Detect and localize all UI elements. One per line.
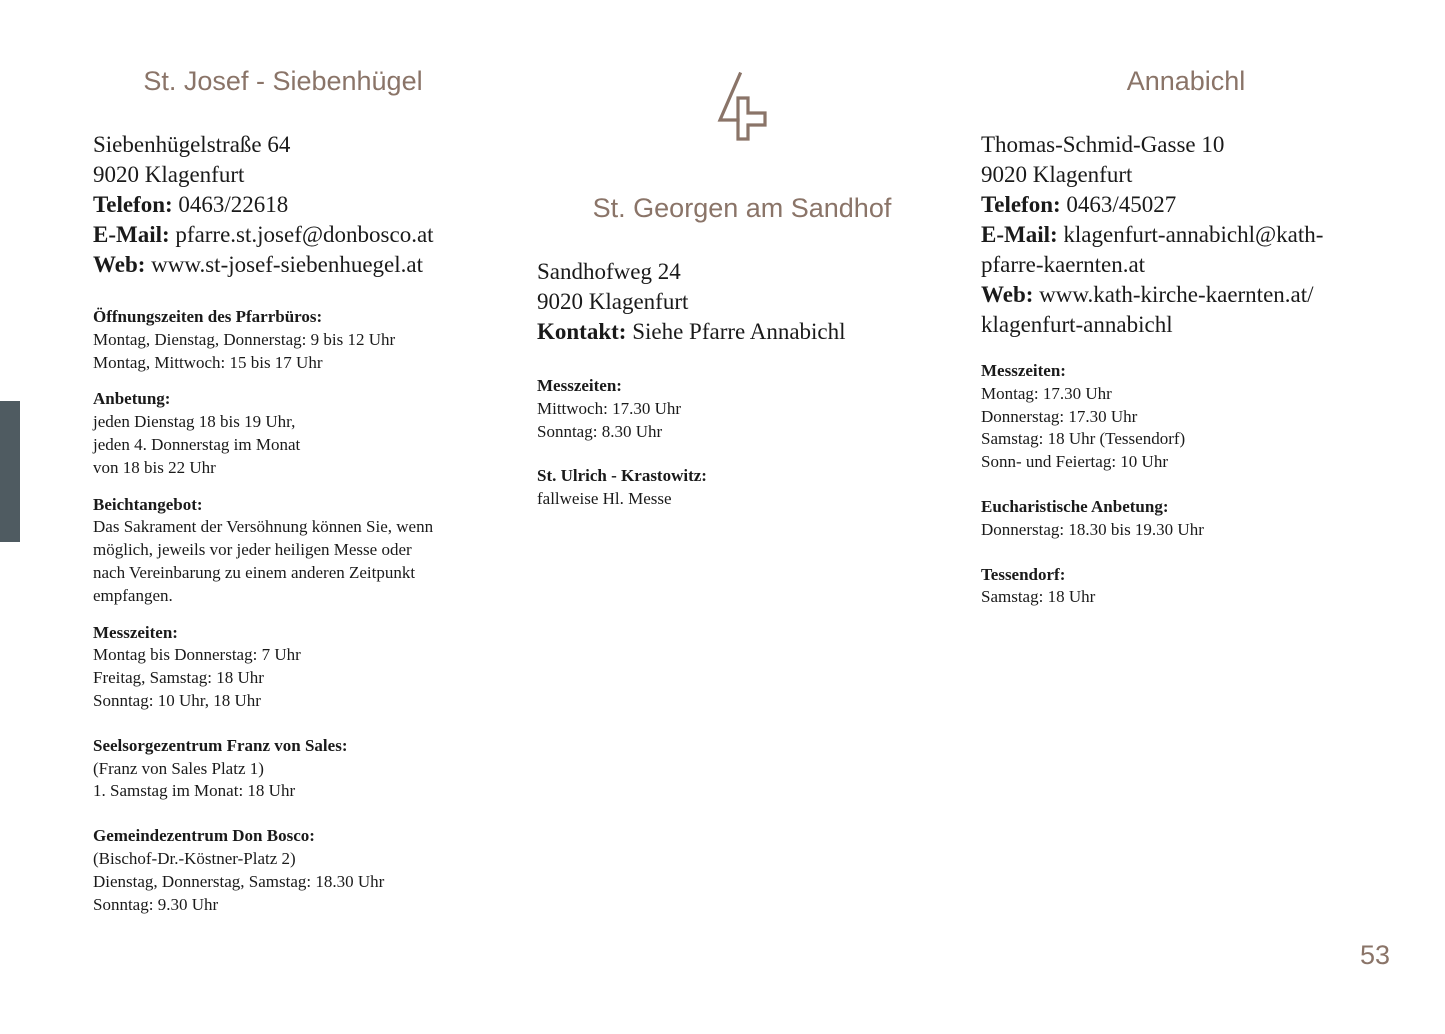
info-block-st-ulrich: St. Ulrich - Krastowitz: fallweise Hl. Messe: [537, 466, 707, 509]
phone-line: Telefon: 0463/45027: [981, 192, 1177, 217]
parish-info: [537, 375, 707, 511]
parish-info: [981, 360, 1204, 609]
info-block-mass-times: Messzeiten: Montag: 17.30 Uhr Donnerstag: 17.30 Uhr Samstag: 18 Uhr (Tessendorf) Sonn- und Feiertag: 10 Uhr: [981, 361, 1186, 472]
info-block-tessendorf: Tessendorf: Samstag: 18 Uhr: [981, 564, 1096, 607]
street: Thomas-Schmid-Gasse 10: [981, 132, 1225, 157]
email-line: E-Mail: pfarre.st.josef@donbosco.at: [93, 222, 434, 247]
parish-address: [537, 257, 846, 347]
contact-line: Kontakt: Siehe Pfarre Annabichl: [537, 319, 846, 344]
parish-info: [93, 306, 433, 916]
web-line-continued[interactable]: klagenfurt-annabichl: [981, 312, 1173, 337]
cross-logo-icon: [712, 70, 772, 144]
info-block-adoration: Anbetung: jeden Dienstag 18 bis 19 Uhr, jeden 4. Donnerstag im Monat von 18 bis 22 Uhr: [93, 389, 301, 477]
info-block-mass-times: Messzeiten: Montag bis Donnerstag: 7 Uhr Freitag, Samstag: 18 Uhr Sonntag: 10 Uhr, 18 Uhr: [93, 622, 301, 710]
info-block-mass-times: Messzeiten: Mittwoch: 17.30 Uhr Sonntag: 8.30 Uhr: [537, 376, 682, 441]
info-block-office-hours: Öffnungszeiten des Pfarrbüros: Montag, Dienstag, Donnerstag: 9 bis 12 Uhr Montag, Mittwoch: 15 bis 17 Uhr: [93, 307, 396, 372]
email-line-continued[interactable]: pfarre-kaernten.at: [981, 252, 1146, 277]
parish-address: [981, 130, 1323, 340]
city: 9020 Klagenfurt: [93, 162, 245, 187]
parish-title: Annabichl: [1126, 66, 1246, 96]
page-number: 53: [1359, 940, 1390, 970]
web-link[interactable]: www.kath-kirche-kaernten.at/: [1033, 282, 1314, 307]
parish-address: [93, 130, 434, 280]
city: 9020 Klagenfurt: [537, 289, 689, 314]
email-line: E-Mail: klagenfurt-annabichl@kath-: [981, 222, 1324, 247]
info-block-franz-von-sales: Seelsorgezentrum Franz von Sales: (Franz von Sales Platz 1) 1. Samstag im Monat: 18 Uhr: [93, 735, 348, 801]
email-link[interactable]: pfarre.st.josef@donbosco.at: [169, 222, 434, 247]
street: Siebenhügelstraße 64: [93, 132, 291, 157]
side-tab-marker: [0, 401, 20, 542]
web-link[interactable]: www.st-josef-siebenhuegel.at: [145, 252, 424, 277]
phone-line: Telefon: 0463/22618: [93, 192, 289, 217]
web-line: Web: www.kath-kirche-kaernten.at/: [981, 282, 1314, 307]
parish-title: St. Josef - Siebenhügel: [143, 66, 423, 96]
web-line: Web: www.st-josef-siebenhuegel.at: [93, 252, 424, 277]
street: Sandhofweg 24: [537, 259, 681, 284]
city: 9020 Klagenfurt: [981, 162, 1133, 187]
info-block-don-bosco: Gemeindezentrum Don Bosco: (Bischof-Dr.-Köstner-Platz 2) Dienstag, Donnerstag, Samstag: 18.30 Uhr Sonntag: 9.30 Uhr: [93, 826, 385, 914]
parish-title: St. Georgen am Sandhof: [592, 193, 892, 223]
info-block-adoration: Eucharistische Anbetung: Donnerstag: 18.30 bis 19.30 Uhr: [981, 496, 1204, 539]
info-block-confession: Beichtangebot: Das Sakrament der Versöhnung können Sie, wenn möglich, jeweils vor jeder heiligen Messe oder nach Vereinbarung zu einem anderen Zeitpunkt empfangen.: [93, 494, 434, 605]
email-link[interactable]: klagenfurt-annabichl@kath-: [1057, 222, 1324, 247]
